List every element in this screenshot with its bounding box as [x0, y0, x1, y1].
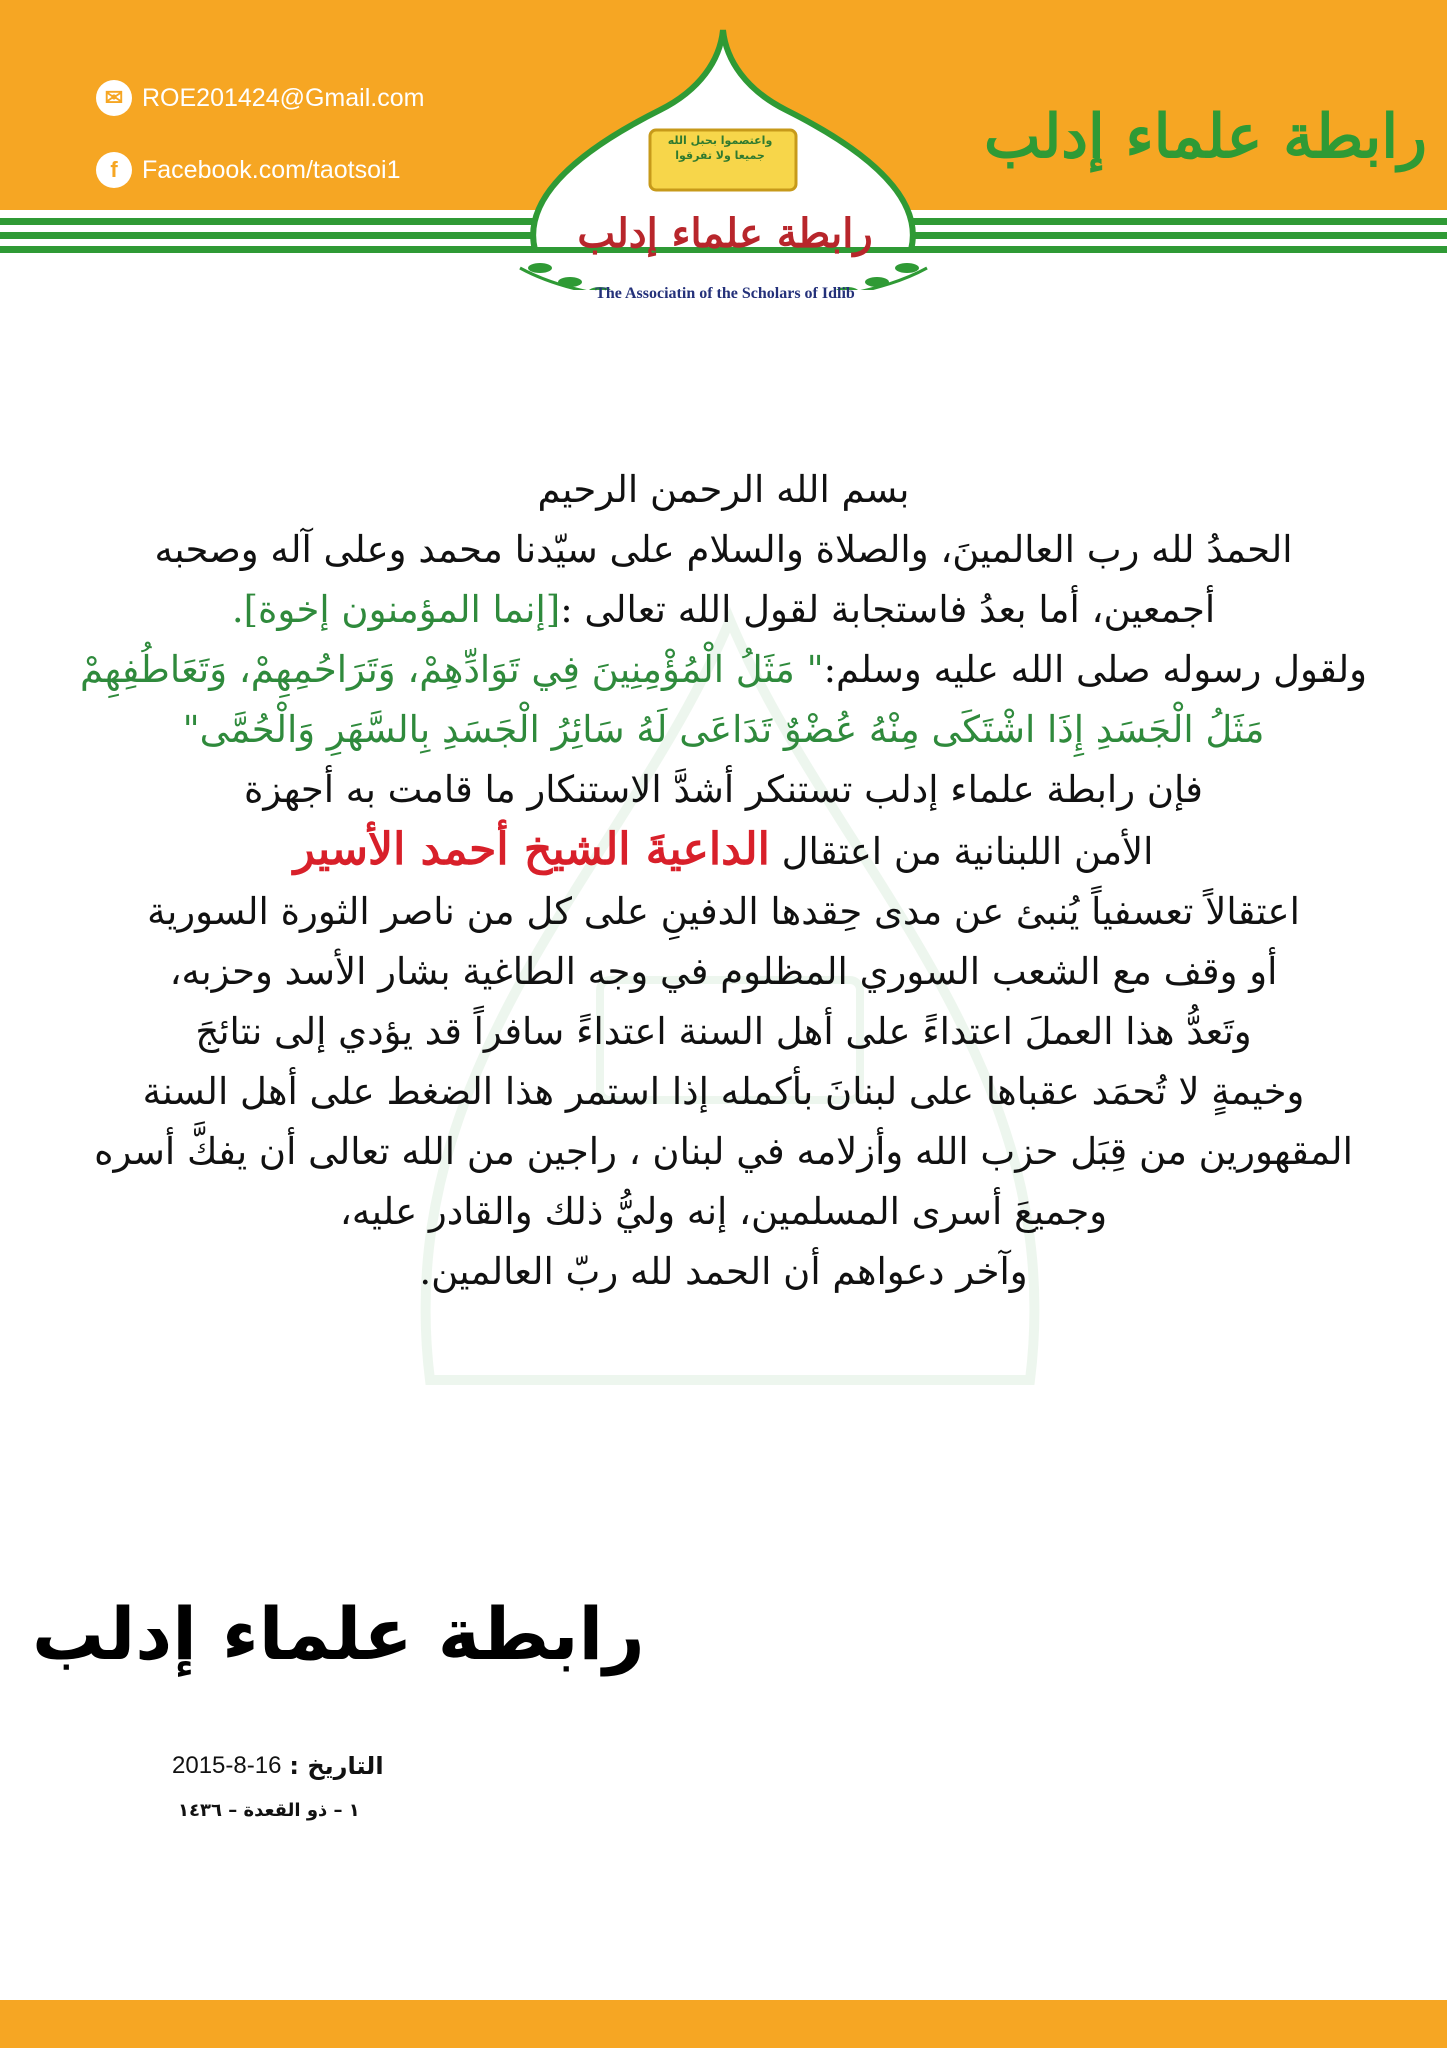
gregorian-date: 2015-8-16 — [172, 1752, 282, 1779]
body-line: وتَعدُّ هذا العملَ اعتداءً على أهل السنة اعتداءً سافراً قد يؤدي إلى نتائجَ — [195, 1010, 1252, 1053]
email-text: ROE201424@Gmail.com — [142, 83, 425, 112]
date-line — [172, 1752, 384, 1780]
hadith-quote-line: مَثَلُ الْجَسَدِ إِذَا اشْتَكَى مِنْهُ عُضْوٌ تَدَاعَى لَهُ سَائِرُ الْجَسَدِ بِالسَّهَرِ وَالْحُمَّى" — [182, 708, 1265, 751]
body-line: الحمدُ لله رب العالمينَ، والصلاة والسلام على سيّدنا محمد وعلى آله وصحبه — [154, 528, 1293, 571]
logo-arabic-name: رابطة علماء إدلب — [577, 210, 873, 257]
closing-line: وآخر دعواهم أن الحمد لله ربّ العالمين. — [419, 1250, 1028, 1293]
body-line-text: الأمن اللبنانية من اعتقال — [781, 830, 1154, 873]
hijri-date: ١ – ذو القعدة – ١٤٣٦ — [178, 1800, 360, 1821]
body-line: وجميعَ أسرى المسلمين، إنه وليُّ ذلك والقادر عليه، — [339, 1190, 1108, 1233]
book-text-line1: واعتصموا بحبل الله — [667, 134, 773, 147]
book-text-line2: جميعا ولا تفرقوا — [675, 149, 765, 162]
facebook-text: Facebook.com/taotsoi1 — [142, 155, 401, 184]
body-line: اعتقالاً تعسفياً يُنبئ عن مدى حِقدها الدفينِ على كل من ناصر الثورة السورية — [147, 890, 1300, 933]
quran-quote: [إنما المؤمنون إخوة]. — [231, 588, 561, 631]
signature: رابطة علماء إدلب — [32, 1592, 645, 1676]
date-label: التاريخ : — [289, 1752, 384, 1780]
facebook-icon: f — [96, 152, 132, 188]
mail-icon: ✉ — [96, 80, 132, 116]
email-contact[interactable] — [96, 80, 424, 116]
logo-english-name: The Associatin of the Scholars of Idlib — [595, 285, 855, 302]
header-banner — [0, 0, 1447, 302]
letter-body — [20, 460, 1427, 1302]
footer-bar — [0, 2000, 1447, 2048]
body-line: أو وقف مع الشعب السوري المظلوم في وجه الطاغية بشار الأسد وحزبه، — [169, 950, 1278, 993]
body-line-text: أجمعين، أما بعدُ فاستجابة لقول الله تعالى : — [560, 588, 1216, 631]
facebook-contact[interactable] — [96, 152, 400, 188]
body-line-text: ولقول رسوله صلى الله عليه وسلم: — [823, 648, 1368, 691]
basmala-line: بسم الله الرحمن الرحيم — [537, 468, 910, 511]
hadith-quote: " مَثَلُ الْمُؤْمِنِينَ فِي تَوَادِّهِمْ، وَتَرَاحُمِهِمْ، وَتَعَاطُفِهِمْ — [79, 648, 824, 691]
highlighted-name: الداعيةَ الشيخ أحمد الأسير — [293, 824, 770, 875]
body-line — [20, 580, 1427, 640]
body-line: المقهورين من قِبَل حزب الله وأزلامه في لبنان ، راجين من الله تعالى أن يفكَّ أسره — [94, 1130, 1353, 1173]
header-title: رابطة علماء إدلب — [984, 102, 1427, 172]
body-line — [20, 820, 1427, 882]
body-line: فإن رابطة علماء إدلب تستنكر أشدَّ الاستنكار ما قامت به أجهزة — [244, 768, 1203, 811]
logo-book-text — [660, 133, 780, 163]
body-line — [20, 640, 1427, 700]
body-line: وخيمةٍ لا تُحمَد عقباها على لبنانَ بأكمله إذا استمر هذا الضغط على أهل السنة — [142, 1070, 1305, 1113]
